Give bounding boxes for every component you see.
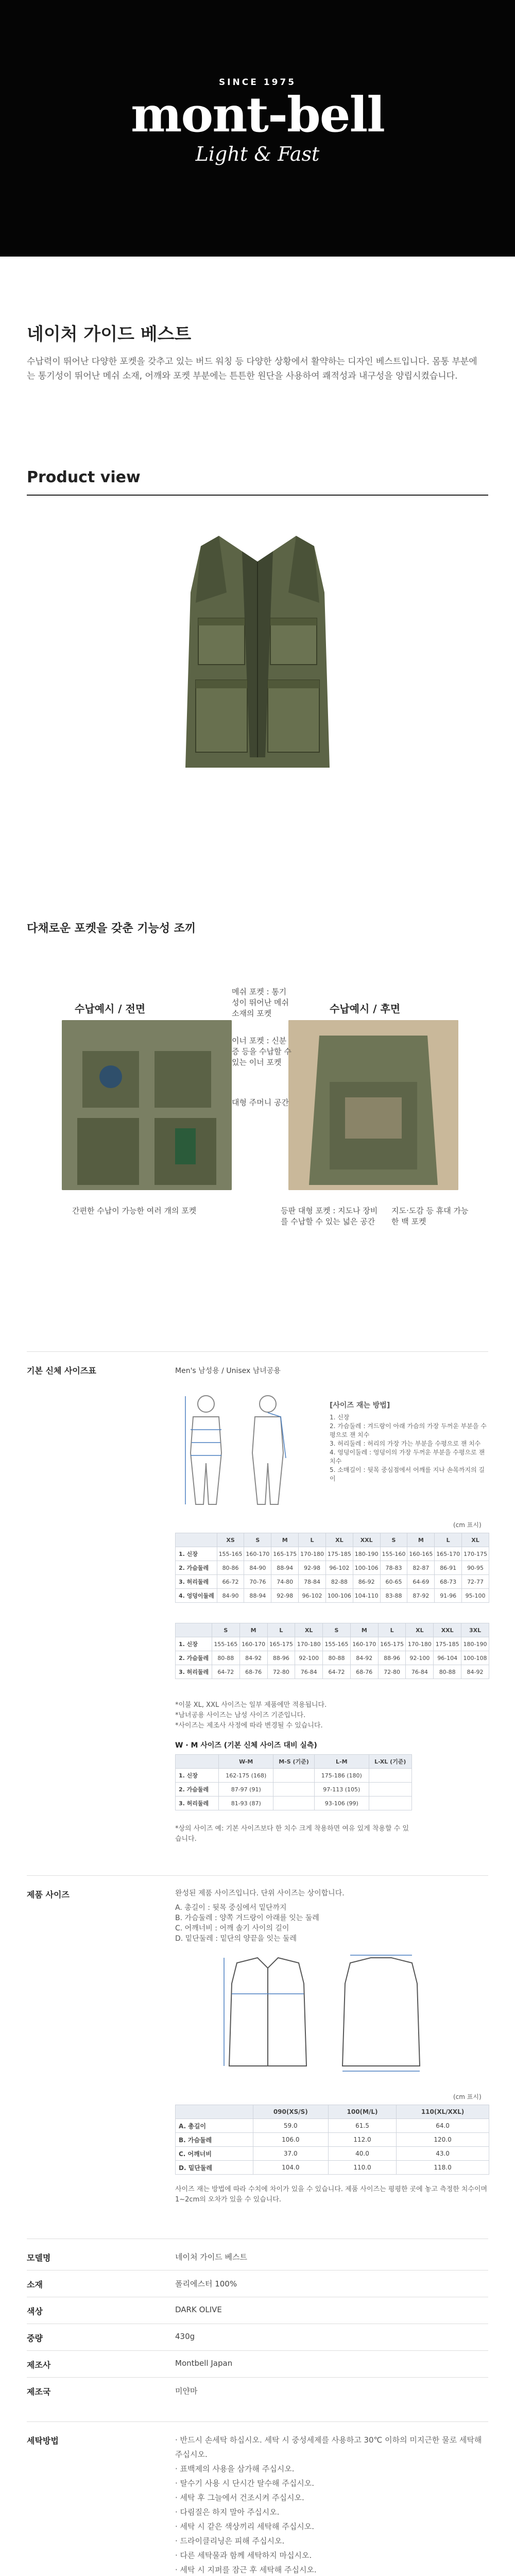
table-header-cell: XL [462,1533,489,1547]
spec-label: 색상 [27,2307,43,2316]
size-table-2 [175,1623,489,1679]
table-header-cell: 100(M/L) [328,2105,396,2119]
table-cell: D. 밑단둘레 [176,2161,253,2175]
table-header-cell: L [299,1533,326,1547]
table-cell: 120.0 [397,2133,489,2147]
table-cell: 160-170 [239,1637,267,1651]
table-cell: 87-92 [407,1589,435,1603]
table-cell [273,1797,315,1810]
wash-list [175,2433,489,2576]
table-cell: 40.0 [328,2147,396,2161]
table-row [176,1665,489,1679]
product-title: 네이처 가이드 베스트 [27,324,192,345]
spec-value: 네이처 가이드 베스트 [175,2252,247,2262]
table-cell: 70-76 [244,1575,271,1589]
back-callout-map: 지도·도감 등 휴대 가능한 백 포켓 [391,1206,469,1226]
since-label: SINCE 1975 [218,77,297,88]
measure-step: 3. 허리둘레 : 허리의 가장 가는 부분을 수평으로 잰 치수 [330,1440,481,1447]
table-cell: 96-102 [325,1561,353,1575]
table-cell: 92-98 [299,1561,326,1575]
table-cell: 165-170 [435,1547,462,1561]
brand-logo [0,77,515,165]
table-cell: 100-106 [325,1589,353,1603]
product-size-table [175,2105,489,2175]
table-cell: 2. 가슴둘레 [176,1561,217,1575]
table-cell: 84-92 [461,1665,489,1679]
table-cell: 81-93 (87) [219,1797,273,1810]
table-cell: 155-165 [323,1637,351,1651]
table-cell: 95-100 [462,1589,489,1603]
table-cell: 180-190 [461,1637,489,1651]
table-cell: 104-110 [353,1589,380,1603]
table-cell: 80-86 [217,1561,244,1575]
table-cell: 1. 신장 [176,1769,219,1783]
table-cell: 106.0 [253,2133,328,2147]
table-header-cell: L-XL (기준) [369,1755,411,1769]
table-cell: 165-175 [378,1637,406,1651]
size-guide-label: 기본 신체 사이즈표 [27,1366,96,1376]
table-header-cell: S [380,1533,407,1547]
table-cell: A. 총길이 [176,2119,253,2133]
list-item: · 세탁 시 같은 색상끼리 세탁해 주십시오. [175,2522,314,2531]
table-cell: 104.0 [253,2161,328,2175]
table-cell: 175-185 [434,1637,461,1651]
table-header-row [176,1533,489,1547]
table-cell: 72-80 [267,1665,295,1679]
front-callout-multi: 간편한 수납이 가능한 여러 개의 포켓 [72,1206,197,1215]
divider [27,2350,488,2351]
measure-line: B. 가슴둘레 : 양쪽 겨드랑이 아래를 잇는 둘레 [175,1914,319,1922]
table-header-cell [176,1623,212,1637]
table-cell: 96-102 [299,1589,326,1603]
measure-line: A. 총길이 : 뒷목 중심에서 밑단까지 [175,1904,287,1912]
table-cell: 37.0 [253,2147,328,2161]
table-header-cell: S [323,1623,351,1637]
body-measure-figure [175,1391,319,1510]
spec-label: 제조사 [27,2360,51,2370]
table-row [176,2161,489,2175]
table-cell: 180-190 [353,1547,380,1561]
tagline: Light & Fast [195,142,320,165]
table-cell: 76-84 [406,1665,434,1679]
table-header-cell: XXL [434,1623,461,1637]
wm-note: *상의 사이즈 예: 기본 사이즈보다 한 치수 크게 착용하면 여유 있게 착용할 수 있습니다. [175,1825,409,1843]
table-cell: 100-108 [461,1651,489,1665]
table-header-cell [176,1533,217,1547]
front-callout-inner: 이너 포켓 : 신분증 등을 수납할 수 있는 이너 포켓 [232,1036,291,1067]
spec-value: Montbell Japan [175,2359,233,2368]
table-header-cell: M [239,1623,267,1637]
table-header-cell: S [244,1533,271,1547]
divider [27,2421,488,2422]
spec-value: DARK OLIVE [175,2305,222,2314]
table-cell: C. 어깨너비 [176,2147,253,2161]
table-cell: 165-175 [267,1637,295,1651]
list-item: · 다림질은 하지 말아 주십시오. [175,2507,280,2517]
features-title: 다채로운 포켓을 갖춘 기능성 조끼 [27,922,196,935]
table-row [176,1651,489,1665]
table-cell: 74-80 [271,1575,299,1589]
back-pockets-image [288,1020,458,1190]
table-cell: 3. 허리둘레 [176,1665,212,1679]
table-header-cell: XL [295,1623,323,1637]
list-item: · 세탁 후 그늘에서 건조시켜 주십시오. [175,2493,304,2502]
table-cell: 78-84 [299,1575,326,1589]
table-cell: 68-76 [350,1665,378,1679]
table-header-cell: XL [325,1533,353,1547]
wm-title: W · M 사이즈 (기본 신체 사이즈 대비 실측) [175,1741,317,1750]
table-cell: 3. 허리둘레 [176,1575,217,1589]
table-cell: 88-94 [271,1561,299,1575]
table-cell: 170-180 [295,1637,323,1651]
table-cell: 68-73 [435,1575,462,1589]
table-cell: 64-69 [407,1575,435,1589]
table-header-cell [176,1755,219,1769]
table-cell: 160-170 [244,1547,271,1561]
table-cell: 87-97 (91) [219,1783,273,1797]
table-header-cell: W-M [219,1755,273,1769]
product-size-note: 사이즈 재는 방법에 따라 수치에 차이가 있을 수 있습니다. 제품 사이즈는 평평한 곳에 놓고 측정한 치수이며 1~2cm의 오차가 있을 수 있습니다. [175,2185,488,2204]
table-cell: 72-80 [378,1665,406,1679]
table-cell: 86-91 [435,1561,462,1575]
divider [27,1875,488,1876]
table-cell: 76-84 [295,1665,323,1679]
table-cell: 110.0 [328,2161,396,2175]
measure-step: 1. 신장 [330,1414,350,1421]
divider [27,495,488,496]
table-cell: 170-175 [462,1547,489,1561]
size-unit: (cm 표시) [453,1521,482,1529]
table-cell: 84-92 [239,1651,267,1665]
table-cell: 82-88 [325,1575,353,1589]
table-header-cell: L [267,1623,295,1637]
front-pockets-image [62,1020,232,1190]
measure-step: 4. 엉덩이둘레 : 엉덩이의 가장 두꺼운 부분을 수평으로 잰 치수 [330,1449,485,1465]
size-guide-fit: Men's 남성용 / Unisex 남녀공용 [175,1367,281,1375]
product-size-notes [175,1888,484,1944]
table-cell: 80-88 [212,1651,239,1665]
table-header-cell: 090(XS/S) [253,2105,328,2119]
table-header-cell: XS [217,1533,244,1547]
table-cell: 61.5 [328,2119,396,2133]
table-row [176,2119,489,2133]
table-cell: 170-180 [406,1637,434,1651]
product-size-intro: 완성된 제품 사이즈입니다. 단위 사이즈는 상이합니다. [175,1889,345,1897]
table-header-cell [176,2105,253,2119]
table-header-row [176,1623,489,1637]
table-cell [273,1783,315,1797]
table-cell: 84-90 [217,1589,244,1603]
table-cell: 2. 가슴둘레 [176,1651,212,1665]
table-cell: 97-113 (105) [314,1783,369,1797]
table-cell [369,1769,411,1783]
size-table [175,1533,489,1603]
vest-image [170,531,345,773]
wm-size-table [175,1754,412,1810]
table-cell: 92-100 [406,1651,434,1665]
spec-value: 폴리에스터 100% [175,2279,237,2289]
table-row [176,1769,412,1783]
table-header-row [176,1755,412,1769]
back-label: 수납예시 / 후면 [330,1003,401,1015]
product-description: 수납력이 뛰어난 다양한 포켓을 갖추고 있는 버드 워칭 등 다양한 상황에서 활약하는 디자인 베스트입니다. 몸통 부분에는 통기성이 뛰어난 메쉬 소재, 어깨와 포켓 부분에는 튼튼한 원단을 사용하여 쾌적성과 내구성을 양립시켰습니다. [27,357,477,381]
divider [27,1351,488,1352]
table-header-cell: M [350,1623,378,1637]
table-cell: 66-72 [217,1575,244,1589]
table-cell: 96-104 [434,1651,461,1665]
table-cell: 43.0 [397,2147,489,2161]
table-cell [369,1797,411,1810]
table-cell [273,1769,315,1783]
table-cell: 88-96 [378,1651,406,1665]
divider [27,2377,488,2378]
front-callout-large: 대형 주머니 공간 [232,1098,289,1107]
table-cell: 160-170 [350,1637,378,1651]
table-cell: 91-96 [435,1589,462,1603]
front-label: 수납예시 / 전면 [75,1003,146,1015]
table-cell: 155-165 [212,1637,239,1651]
table-cell: 92-98 [271,1589,299,1603]
table-cell: 118.0 [397,2161,489,2175]
spec-label: 제조국 [27,2387,51,2397]
table-row [176,1783,412,1797]
table-cell: 88-96 [267,1651,295,1665]
table-cell: 112.0 [328,2133,396,2147]
table-header-cell: M-S (기준) [273,1755,315,1769]
table-row [176,1797,412,1810]
table-header-cell: L [435,1533,462,1547]
table-cell: 175-186 (180) [314,1769,369,1783]
table-cell: 1. 신장 [176,1637,212,1651]
measure-line: D. 밑단둘레 : 밑단의 양끝을 잇는 둘레 [175,1935,297,1943]
table-row [176,1637,489,1651]
table-header-cell: M [271,1533,299,1547]
table-cell: 4. 엉덩이둘레 [176,1589,217,1603]
table-cell: 162-175 (168) [219,1769,273,1783]
table-cell: 88-94 [244,1589,271,1603]
back-callout-large: 등판 대형 포켓 : 지도나 장비를 수납할 수 있는 넓은 공간 [281,1206,378,1226]
list-item: · 드라이클리닝은 피해 주십시오. [175,2536,285,2546]
hero-banner [0,0,515,257]
size-note: *사이즈는 제조사 사정에 따라 변경될 수 있습니다. [175,1722,323,1730]
measure-guide [330,1401,489,1483]
table-cell: 64.0 [397,2119,489,2133]
table-cell: 155-160 [380,1547,407,1561]
table-header-cell: 3XL [461,1623,489,1637]
table-cell: 60-65 [380,1575,407,1589]
table-cell: 59.0 [253,2119,328,2133]
table-cell: B. 가슴둘레 [176,2133,253,2147]
list-item: · 반드시 손세탁 하십시오. 세탁 시 중성세제를 사용하고 30℃ 이하의 미지근한 물로 세탁해 주십시오. [175,2435,482,2459]
table-header-cell: L-M [314,1755,369,1769]
measure-step: 2. 가슴둘레 : 겨드랑이 아래 가슴의 가장 두꺼운 부분을 수평으로 잰 치수 [330,1422,487,1438]
table-cell: 155-165 [217,1547,244,1561]
list-item: · 표백제의 사용을 삼가해 주십시오. [175,2464,295,2473]
size-note: *이불 XL, XXL 사이즈는 일부 제품에만 적용됩니다. [175,1701,327,1709]
front-callout-mesh: 메쉬 포켓 : 통기성이 뛰어난 메쉬 소재의 포켓 [232,987,289,1018]
spec-value: 430g [175,2332,195,2341]
table-cell: 90-95 [462,1561,489,1575]
table-header-row [176,2105,489,2119]
spec-label: 모델명 [27,2253,51,2263]
size-note: *남녀공용 사이즈는 남성 사이즈 기준입니다. [175,1711,306,1719]
size-notes [175,1700,484,1731]
table-row [176,1575,489,1589]
table-header-cell: L [378,1623,406,1637]
table-cell: 80-88 [323,1651,351,1665]
table-cell: 3. 허리둘레 [176,1797,219,1810]
table-header-cell: XL [406,1623,434,1637]
table-cell: 83-88 [380,1589,407,1603]
wash-label: 세탁방법 [27,2436,59,2446]
measure-guide-title: [사이즈 재는 방법] [330,1401,390,1410]
table-header-cell: S [212,1623,239,1637]
table-header-cell: M [407,1533,435,1547]
table-cell: 92-100 [295,1651,323,1665]
spec-label: 중량 [27,2333,43,2343]
table-cell: 2. 가슴둘레 [176,1783,219,1797]
table-header-cell: XXL [353,1533,380,1547]
product-view-title: Product view [27,468,141,486]
list-item: · 세탁 시 지퍼를 잠근 후 세탁해 주십시오. [175,2565,317,2574]
product-size-label: 제품 사이즈 [27,1890,70,1900]
table-cell: 84-90 [244,1561,271,1575]
table-row [176,2147,489,2161]
table-cell: 170-180 [299,1547,326,1561]
table-row [176,1547,489,1561]
table-cell: 80-88 [434,1665,461,1679]
measure-line: C. 어깨너비 : 어깨 솔기 사이의 길이 [175,1924,289,1933]
table-cell: 175-185 [325,1547,353,1561]
table-cell: 78-83 [380,1561,407,1575]
table-cell: 165-175 [271,1547,299,1561]
product-size-unit: (cm 표시) [453,2093,482,2100]
table-cell: 160-165 [407,1547,435,1561]
table-cell: 84-92 [350,1651,378,1665]
table-cell: 72-77 [462,1575,489,1589]
table-cell: 82-87 [407,1561,435,1575]
measure-step: 5. 소매길이 : 뒷목 중심점에서 어깨를 지나 손목까지의 길이 [330,1466,485,1482]
spec-value: 미얀마 [175,2386,198,2396]
list-item: · 다른 세탁물과 함께 세탁하지 마십시오. [175,2551,312,2560]
table-cell: 86-92 [353,1575,380,1589]
table-header-cell: 110(XL/XXL) [397,2105,489,2119]
table-row [176,1561,489,1575]
table-row [176,1589,489,1603]
table-row [176,2133,489,2147]
list-item: · 탈수기 사용 시 단시간 탈수해 주십시오. [175,2479,314,2488]
spec-label: 소재 [27,2280,43,2290]
table-cell: 1. 신장 [176,1547,217,1561]
table-cell: 64-72 [212,1665,239,1679]
product-measure-figure [221,1953,438,2076]
table-cell: 100-106 [353,1561,380,1575]
logo-word: mont-bell [131,87,384,143]
table-cell: 93-106 (99) [314,1797,369,1810]
table-cell: 68-76 [239,1665,267,1679]
table-cell: 64-72 [323,1665,351,1679]
table-cell [369,1783,411,1797]
